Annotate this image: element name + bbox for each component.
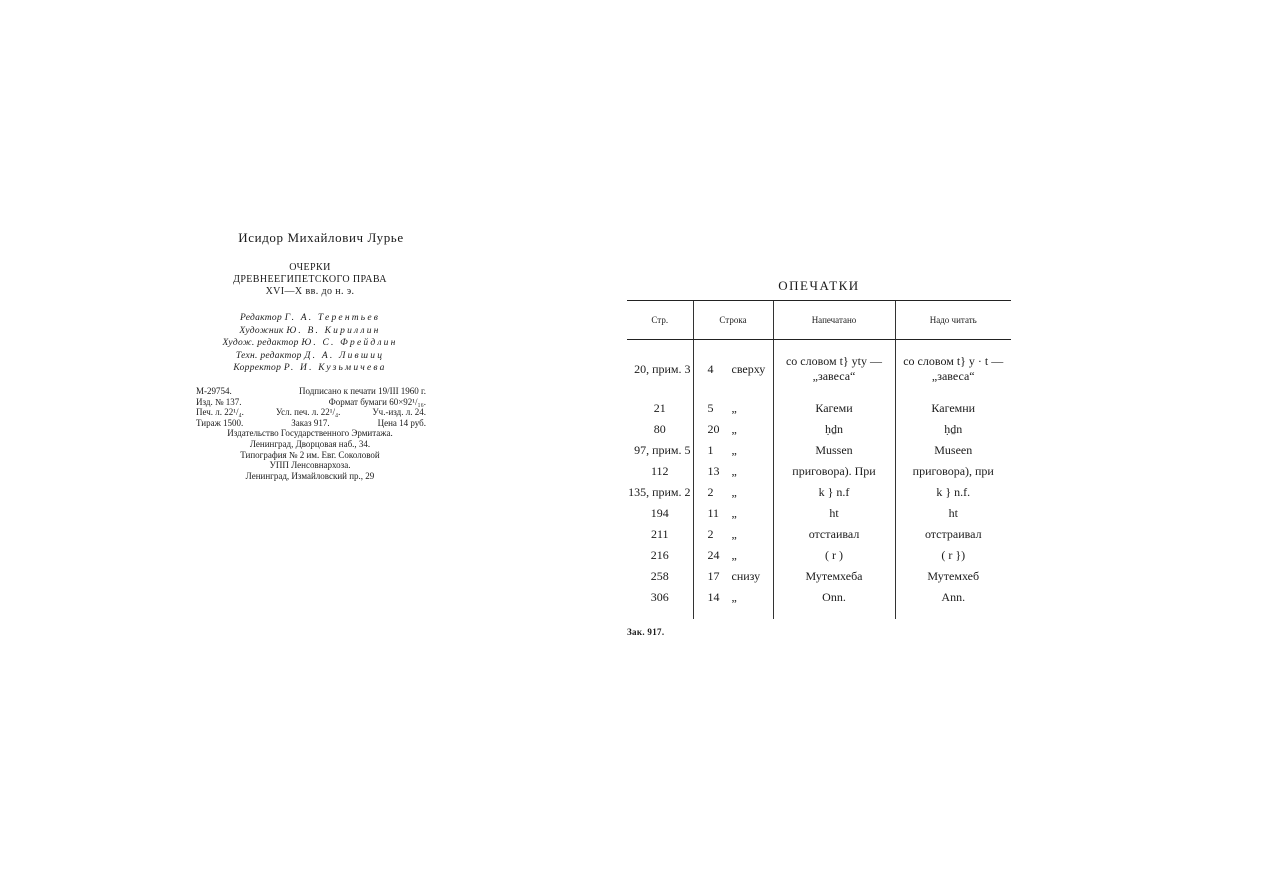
printer-line: УПП Ленсовнархоза. [269, 460, 351, 471]
line-direction: „ [731, 506, 737, 520]
credit-role: Художник [239, 325, 284, 336]
printer-address: Ленинград, Измайловский пр., 29 [245, 470, 375, 481]
line-cell [693, 503, 773, 524]
column-header: Напечатано [773, 301, 895, 340]
correct-cell: ht [895, 503, 1011, 524]
page-cell: 97, прим. 5 [634, 443, 691, 457]
printed-cell: Кагеми [773, 398, 895, 419]
table-row [627, 524, 1011, 545]
printed-cell: ( r ) [773, 545, 895, 566]
credit-name: Д. А. Лившиц [304, 350, 385, 361]
imprint-block [190, 386, 430, 481]
page-cell: 306 [650, 589, 669, 604]
line-cell [693, 340, 773, 387]
imprint-item: Тираж 1500. [196, 417, 244, 428]
line-cell [693, 482, 773, 503]
line-number: 20 [707, 422, 720, 436]
line-direction: „ [731, 548, 737, 562]
credit-line [190, 325, 430, 338]
imprint-row [190, 418, 430, 429]
correct-cell: ḥḏn [895, 419, 1011, 440]
line-direction: „ [731, 485, 737, 499]
table-row [627, 503, 1011, 524]
printed-cell: отстаивал [773, 524, 895, 545]
line-direction: „ [731, 527, 737, 541]
credit-name: Р. И. Кузьмичева [283, 363, 387, 374]
imprint-item: М-29754. [196, 385, 232, 396]
line-cell [693, 524, 773, 545]
correct-cell: приговора), при [895, 461, 1011, 482]
publisher-address: Ленинград, Дворцовая наб., 34. [249, 438, 371, 449]
credit-role: Худож. редактор [222, 338, 299, 349]
printed-cell: k } n.f [773, 482, 895, 503]
imprint-row [190, 397, 430, 408]
order-note: Зак. 917. [627, 627, 665, 637]
table-row [627, 482, 1011, 503]
line-cell [693, 587, 773, 607]
title-line: XVI—X вв. до н. э. [265, 286, 355, 297]
printed-cell: ht [773, 503, 895, 524]
line-cell [693, 566, 773, 587]
page-cell: 20, прим. 3 [634, 361, 691, 376]
column-header: Стр. [627, 301, 693, 340]
printed-cell: Мутемхеба [773, 566, 895, 587]
table-row [627, 545, 1011, 566]
line-number: 11 [707, 506, 720, 520]
page-cell: 112 [650, 464, 669, 478]
correct-cell: ( r }) [895, 545, 1011, 566]
correct-cell: Мутемхеб [895, 566, 1011, 587]
credit-name: Г. А. Терентьев [284, 313, 381, 323]
page-cell: 216 [650, 548, 669, 562]
table-row [627, 440, 1011, 461]
colophon [190, 230, 430, 481]
page-cell: 21 [653, 401, 666, 415]
publisher-line: Издательство Государственного Эрмитажа. [227, 428, 393, 439]
page-cell: 258 [650, 569, 669, 583]
title-line: ДРЕВНЕЕГИПЕТСКОГО ПРАВА [233, 274, 387, 285]
correct-cell: Ann. [895, 587, 1011, 607]
table-row [627, 419, 1011, 440]
imprint-item: Подписано к печати 19/III 1960 г. [298, 385, 426, 396]
line-direction: „ [731, 422, 737, 436]
imprint-item: Печ. л. 22¹/₄. [196, 407, 244, 418]
header-row [627, 301, 1011, 340]
imprint-row [190, 386, 430, 397]
printed-cell: ḥḏn [773, 419, 895, 440]
printed-cell: Onn. [773, 587, 895, 607]
line-cell [693, 545, 773, 566]
imprint-item: Уч.-изд. л. 24. [372, 407, 426, 418]
table-row [627, 566, 1011, 587]
correct-cell: отстраивал [895, 524, 1011, 545]
line-cell [693, 461, 773, 482]
line-cell [693, 440, 773, 461]
title-line: ОЧЕРКИ [289, 262, 331, 273]
author-name: Исидор Михайлович Лурье [238, 230, 404, 245]
correct-cell: k } n.f. [895, 482, 1011, 503]
imprint-item: Цена 14 руб. [377, 417, 426, 428]
correct-cell: Museen [895, 440, 1011, 461]
correct-cell: Кагемни [895, 398, 1011, 419]
imprint-item: Усл. печ. л. 22¹/₄. [275, 407, 341, 418]
page-cell: 194 [650, 506, 669, 520]
line-direction: „ [731, 464, 737, 478]
line-number: 2 [707, 485, 714, 499]
line-cell [693, 419, 773, 440]
imprint-item: Заказ 917. [291, 417, 330, 428]
correct-text: „завеса“ [931, 369, 975, 383]
imprint-item: Формат бумаги 60×92¹/₁₆. [328, 396, 426, 407]
table-row [627, 587, 1011, 607]
credit-name: Ю. С. Фрейдлин [301, 338, 398, 349]
credit-line [190, 337, 430, 350]
line-number: 2 [707, 527, 714, 541]
errata-section [627, 278, 1011, 637]
line-direction: „ [731, 589, 737, 604]
book-title [190, 262, 430, 298]
page-cell: 211 [650, 527, 669, 541]
table-row [627, 461, 1011, 482]
printed-text: „завеса“ [812, 369, 856, 383]
printed-cell [773, 340, 895, 387]
column-header: Строка [693, 301, 773, 340]
line-cell [693, 398, 773, 419]
printed-cell: приговора). При [773, 461, 895, 482]
credit-line [190, 350, 430, 363]
line-direction: снизу [731, 569, 761, 583]
credit-role: Редактор [239, 313, 283, 323]
errata-heading: ОПЕЧАТКИ [778, 278, 860, 293]
printed-text: со словом t} yty — [785, 354, 883, 368]
credit-line [190, 362, 430, 375]
credits-list [190, 312, 430, 375]
printer-line: Типография № 2 им. Евг. Соколовой [240, 449, 380, 460]
line-number: 14 [707, 589, 720, 604]
line-number: 24 [707, 548, 720, 562]
page-cell: 80 [653, 422, 666, 436]
line-number: 1 [707, 443, 714, 457]
credit-name: Ю. В. Кириллин [286, 325, 381, 336]
imprint-row [190, 407, 430, 418]
line-number: 17 [707, 569, 720, 583]
line-number: 5 [707, 401, 714, 415]
table-row [627, 398, 1011, 419]
imprint-item: Изд. № 137. [196, 396, 242, 407]
credit-role: Техн. редактор [235, 350, 302, 361]
line-direction: „ [731, 443, 737, 457]
credit-role: Корректор [233, 363, 282, 374]
correct-cell [895, 340, 1011, 387]
column-header: Надо читать [895, 301, 1011, 340]
printed-cell: Mussen [773, 440, 895, 461]
credit-line [190, 312, 430, 325]
line-direction: „ [731, 401, 737, 415]
line-number: 4 [707, 361, 714, 376]
table-row [627, 340, 1011, 387]
page-cell: 135, прим. 2 [628, 485, 691, 499]
line-number: 13 [707, 464, 720, 478]
errata-table [627, 300, 1011, 619]
line-direction: сверху [731, 361, 766, 376]
correct-text: со словом t} y · t — [903, 354, 1004, 368]
